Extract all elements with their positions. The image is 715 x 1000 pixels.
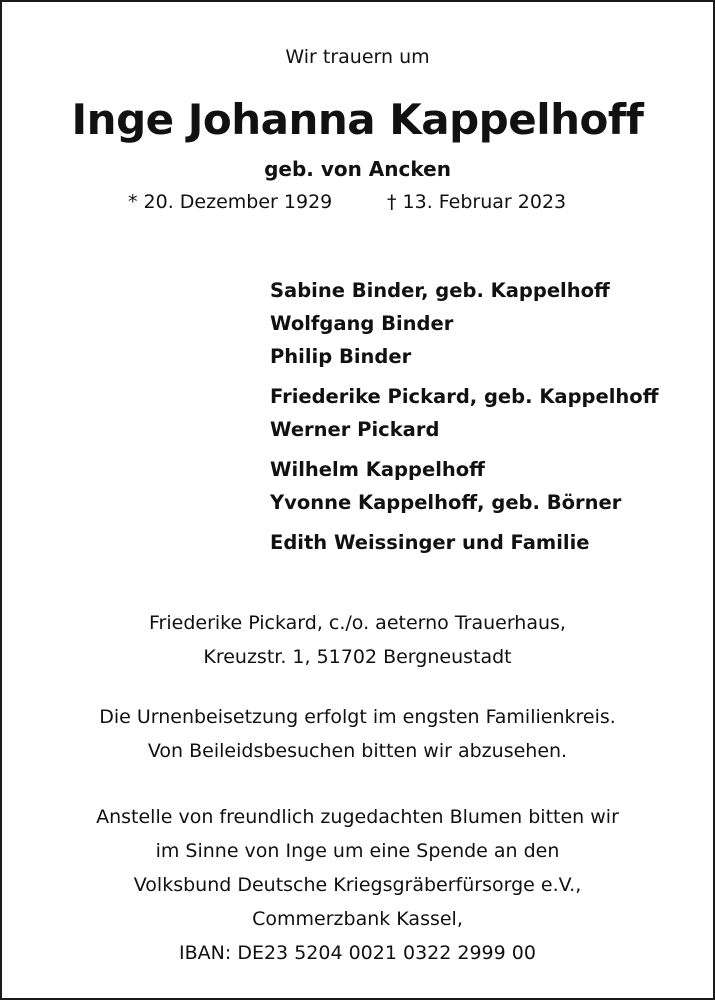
life-dates	[2, 187, 713, 217]
burial-line: Von Beileidsbesuchen bitten wir abzusehen.	[147, 740, 568, 762]
mourner-name: Werner Pickard	[270, 418, 440, 441]
mourners-list	[270, 274, 659, 566]
mourner-name: Sabine Binder, geb. Kappelhoff	[270, 279, 610, 302]
mourner-name: Yvonne Kappelhoff, geb. Börner	[270, 491, 622, 514]
birth-date: * 20. Dezember 1929	[128, 191, 333, 213]
mourner-name: Philip Binder	[270, 345, 412, 368]
donation-line: im Sinne von Inge um eine Spende an den	[155, 840, 560, 862]
mourner-group	[270, 274, 659, 373]
donation-line: Volksbund Deutsche Kriegsgräberfürsorge e.V.,	[133, 874, 582, 896]
death-date: † 13. Februar 2023	[387, 191, 567, 213]
mourner-name: Friederike Pickard, geb. Kappelhoff	[270, 385, 659, 408]
deceased-name: Inge Johanna Kappelhoff	[71, 95, 644, 144]
donation-line: Commerzbank Kassel,	[252, 908, 463, 930]
donation-request	[2, 800, 713, 970]
contact-address	[2, 606, 713, 674]
donation-line: Anstelle von freundlich zugedachten Blumen bitten wir	[96, 806, 619, 828]
intro-text: Wir trauern um	[285, 46, 430, 68]
mourner-name: Wilhelm Kappelhoff	[270, 458, 485, 481]
burial-line: Die Urnenbeisetzung erfolgt im engsten Familienkreis.	[99, 706, 616, 728]
contact-line: Kreuzstr. 1, 51702 Bergneustadt	[203, 646, 512, 668]
mourner-name: Wolfgang Binder	[270, 312, 454, 335]
contact-line: Friederike Pickard, c./o. aeterno Trauerhaus,	[149, 612, 566, 634]
mourner-group	[270, 526, 659, 559]
birth-name: geb. von Ancken	[264, 157, 451, 181]
burial-info	[2, 700, 713, 768]
mourner-group	[270, 453, 659, 519]
mourner-name: Edith Weissinger und Familie	[270, 531, 590, 554]
donation-iban: IBAN: DE23 5204 0021 0322 2999 00	[179, 942, 536, 964]
mourner-group	[270, 380, 659, 446]
